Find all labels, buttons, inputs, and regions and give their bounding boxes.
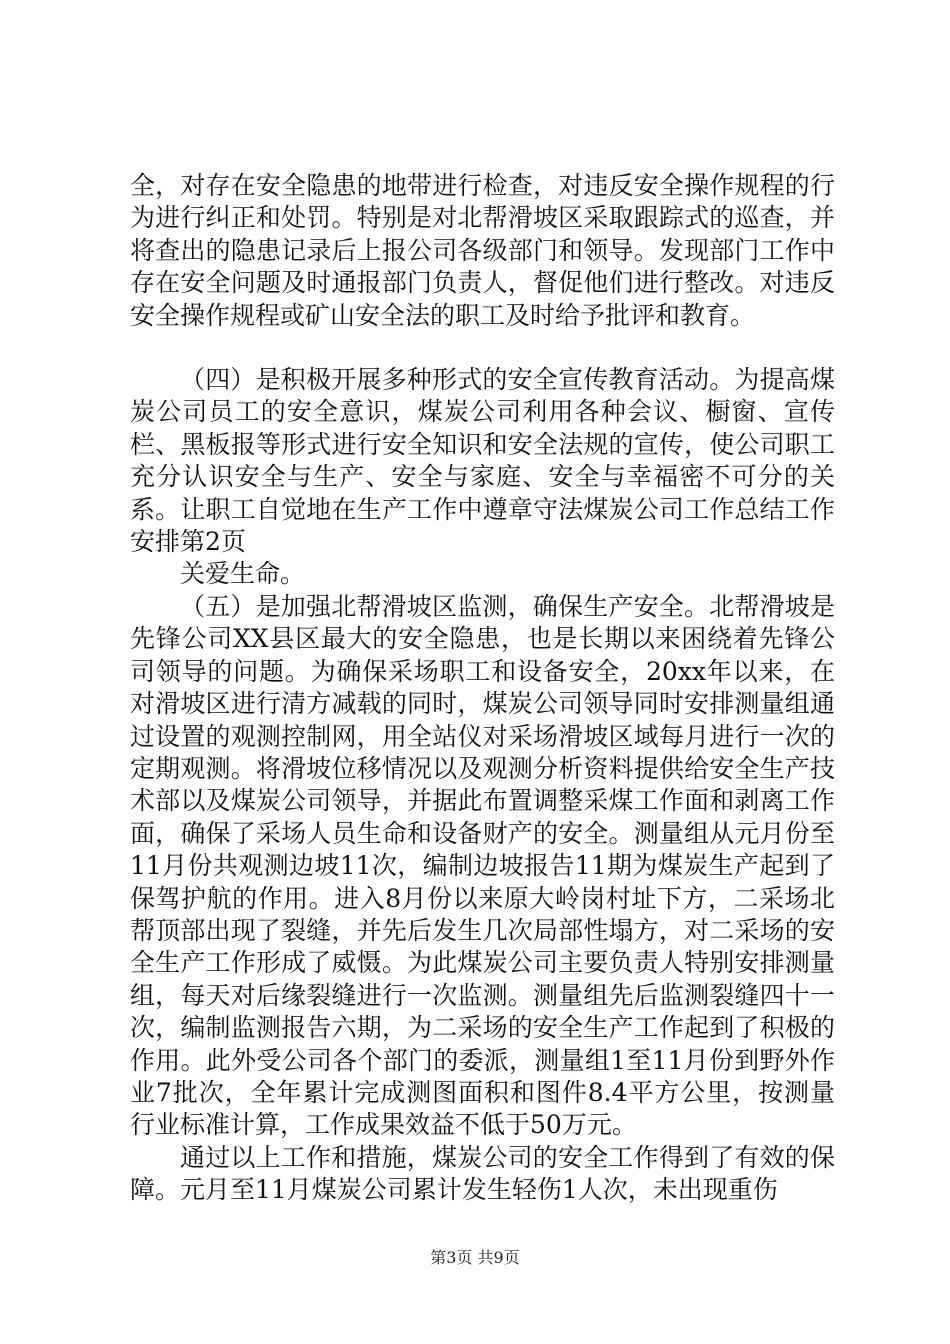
paragraph-care-life: 关爱生命。 (180, 559, 306, 589)
document-body (130, 170, 835, 1207)
paragraph-summary: 通过以上工作和措施，煤炭公司的安全工作得到了有效的保障。元月至11月煤炭公司累计发生轻伤1人次，未出现重伤 (130, 1142, 835, 1205)
paragraph-safety-education: （四）是积极开展多种形式的安全宣传教育活动。为提高煤炭公司员工的安全意识，煤炭公司利用各种会议、橱窗、宣传栏、黑板报等形式进行安全知识和安全法规的宣传，使公司职工充分认识安全与生产、安全与家庭、安全与幸福密不可分的关系。让职工自觉地在生产工作中遵章守法煤炭公司工作总结工作安排第2页 (130, 365, 835, 557)
paragraph-safety-inspection: 全，对存在安全隐患的地带进行检查，对违反安全操作规程的行为进行纠正和处罚。特别是对北帮滑坡区采取跟踪式的巡查，并将查出的隐患记录后上报公司各级部门和领导。发现部门工作中存在安全问题及时通报部门负责人，督促他们进行整改。对违反安全操作规程或矿山安全法的职工及时给予批评和教育。 (130, 171, 835, 330)
paragraph-landslide-monitoring: （五）是加强北帮滑坡区监测，确保生产安全。北帮滑坡是先锋公司XX县区最大的安全隐患，也是长期以来困绕着先锋公司领导的问题。为确保采场职工和设备安全，20xx年以来，在对滑坡区进行清方减载的同时，煤炭公司领导同时安排测量组通过设置的观测控制网，用全站仪对采场滑坡区域每月进行一次的定期观测。将滑坡位移情况以及观测分析资料提供给安全生产技术部以及煤炭公司领导，并据此布置调整采煤工作面和剥离工作面，确保了采场人员生命和设备财产的安全。测量组从元月份至11月份共观测边坡11次，编制边坡报告11期为煤炭生产起到了保驾护航的作用。进入8月份以来原大岭岗村址下方，二采场北帮顶部出现了裂缝，并先后发生几次局部性塌方，对二采场的安全生产工作形成了威慑。为此煤炭公司主要负责人特别安排测量组，每天对后缘裂缝进行一次监测。测量组先后监测裂缝四十一次，编制监测报告六期，为二采场的安全生产工作起到了积极的作用。此外受公司各个部门的委派，测量组1至11月份到野外作业7批次，全年累计完成测图面积和图件8.4平方公里，按测量行业标准计算，工作成果效益不低于50万元。 (130, 591, 835, 1140)
page-footer: 第3页 共9页 (430, 1248, 520, 1267)
paragraph-gap (130, 332, 835, 364)
